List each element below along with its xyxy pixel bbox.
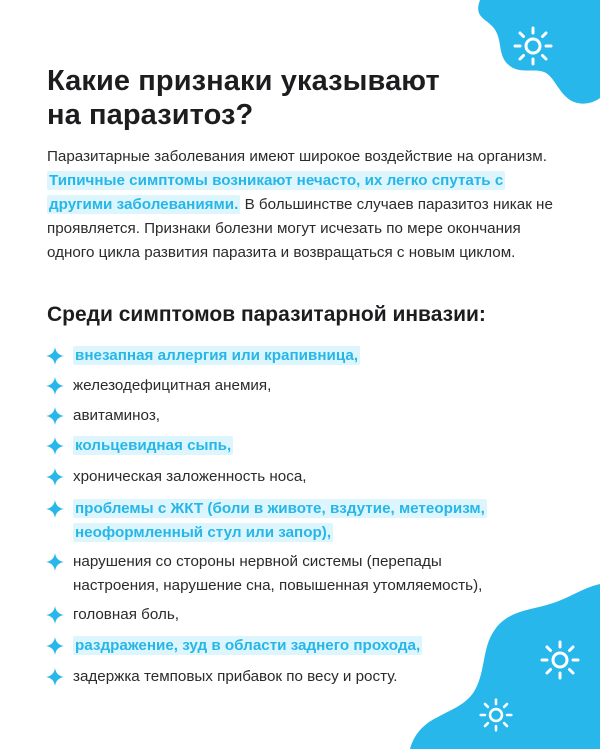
page-title: Какие признаки указывают на паразитоз? — [47, 65, 440, 131]
symptom-text — [73, 344, 533, 368]
sparkle-star-icon — [46, 606, 64, 624]
symptom-text: нарушения со стороны нервной системы (перепады настроения, нарушение сна, повышенная утомляемость), — [73, 553, 483, 594]
sparkle-star-icon — [46, 637, 64, 655]
symptom-text: задержка темповых прибавок по весу и росту. — [73, 668, 398, 685]
symptom-highlight: внезапная аллергия или крапивница, — [75, 347, 359, 364]
symptom-highlight: кольцевидная сыпь, — [75, 437, 232, 454]
symptoms-heading: Среди симптомов паразитарной инвазии: — [47, 303, 486, 326]
intro-text: Паразитарные заболевания имеют широкое воздействие на организм. — [47, 148, 547, 165]
sparkle-star-icon — [46, 347, 64, 365]
sparkle-star-icon — [46, 668, 64, 686]
sun-icon — [540, 640, 580, 680]
symptom-text: железодефицитная анемия, — [73, 377, 272, 394]
sparkle-star-icon — [46, 407, 64, 425]
sparkle-star-icon — [46, 437, 64, 455]
intro-text: В большинстве случаев паразитоз никак не проявляется. Признаки болезни могут исчезать по мере окончания одного цикла развития паразита и возвращаться с новым циклом. — [47, 196, 553, 261]
symptom-highlight: проблемы с ЖКТ (боли в животе, вздутие, метеоризм, неоформленный стул или запор), — [75, 500, 485, 541]
sun-icon — [479, 698, 513, 732]
sparkle-star-icon — [46, 468, 64, 486]
symptom-text: авитаминоз, — [73, 407, 161, 424]
intro-highlight: Типичные симптомы возникают нечасто, их легко спутать с другими заболеваниями. — [49, 172, 504, 213]
symptom-text: головная боль, — [73, 606, 179, 623]
symptom-highlight: раздражение, зуд в области заднего прохода, — [75, 637, 421, 654]
sun-icon — [513, 26, 553, 66]
symptom-text — [73, 434, 533, 458]
symptom-text: хроническая заложенность носа, — [73, 468, 307, 485]
sparkle-star-icon — [46, 377, 64, 395]
symptom-text — [73, 497, 513, 545]
sparkle-star-icon — [46, 553, 64, 571]
intro-paragraph — [47, 145, 559, 265]
sparkle-star-icon — [46, 500, 64, 518]
